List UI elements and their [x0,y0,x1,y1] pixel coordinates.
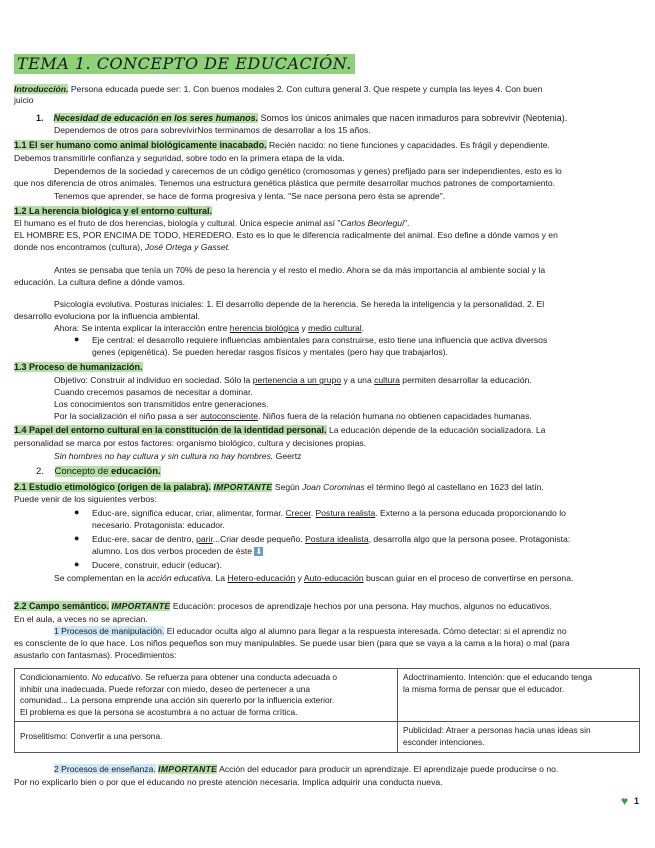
section-1-3-line1-c: permiten desarrollar la educación. [399,375,532,385]
section-1-3-line4-b: . Niños fuera de la relación humana no obtienen capacidades humanas. [258,411,532,421]
bullet1-c: . Externo a la persona educada proporcionando lo [375,508,566,518]
heart-icon: ♥ [621,794,629,808]
section-1-2-line3-a: donde nos encontramos (cultura), [14,242,145,252]
section-1-1 [14,140,550,152]
section-1-2-line2: EL HOMBRE ES, POR ENCIMA DE TODO, HEREDERO. Esto es lo que le diferencia radicalmente del animal. Eso define a dónde vamos y en [14,230,558,240]
postura-idealista: Postura idealista [305,534,369,544]
section-1-line2: Dependemos de otros para sobrevivirNos terminamos de desarrollar a los 15 años. [54,125,371,135]
section-1-1-line5: Tenemos que aprender, se hace de forma progresiva y lenta. "Se nace persona pero ésta se aprende". [54,191,446,201]
section-1-number: 1. [36,113,44,123]
cell-proselitismo [15,722,398,753]
bullet2-a: Educ-ere, sacar de dentro, [92,534,197,544]
section-1-2-bullet1-line2: genes (epigenética). Se pueden heredar rasgos físicos y mentales (pero hay que trabajarlos). [92,347,448,357]
teaching-subheading: 2 Procesos de enseñanza. [54,764,156,774]
section-1-1-line2: Debemos transmitirle confianza y seguridad, sobre todo en la primera etapa de la vida. [14,153,345,163]
cell-line: inhibir una inadecuada. Puede reforzar con miedo, deseo de pertenecer a una [20,683,311,694]
table-row [15,722,640,753]
section-2-2-sub2 [54,764,558,776]
teaching-text: Acción del educador para producir un aprendizaje. El aprendizaje puede producirse o no. [217,764,559,774]
crecer: Crecer [285,508,311,518]
cell-condicionamiento [15,669,398,722]
section-2-2-heading: 2.2 Campo semántico. [14,601,110,611]
section-1-3-line4-a: Por la socialización el niño pasa a ser [54,411,201,421]
cell-line: comunidad... La persona emprende una acción sin quererlo por la influencia exterior. [20,695,335,705]
author-corominas: Joan Corominas [302,482,365,492]
cell-text: . Se refuerza para obtener una conducta adecuada o [140,672,338,682]
procedures-table [14,668,640,753]
section-1-2-line5: educación. La cultura define a dónde vamos. [14,277,186,287]
line3-b: . La [210,573,228,583]
section-2-1-line3 [54,573,573,585]
line3-a: Se complementan en la [54,573,147,583]
section-1-2-line8-b: y [299,323,309,333]
section-1-4-line2: personalidad se marca por estos factores: organismo biológico, cultura y decisiones propias. [14,438,367,448]
section-1-2-bullet1: Eje central: el desarrollo requiere influencias ambientales para construirse, esto tiene una influencia que activa diversos [92,335,548,345]
section-1-1-line4: que nos diferencia de otros animales. Tenemos una estructura genética plástica que permite desarrollar muchos patrones de comportamiento. [14,178,556,188]
intro-paragraph [14,84,542,96]
intro-text: Persona educada puede ser: 1. Con buenos modales 2. Con cultura general 3. Que respete y cumpla las leyes 4. Con buen [68,84,543,94]
auto-educacion: Auto-educación [303,573,364,583]
section-2-1-bullet1-line2: necesario. Protagonista: educador. [92,520,225,530]
bullet-icon: ● [74,533,80,543]
herencia-biologica: herencia biológica [229,323,300,333]
section-2-1-bullet2-line2 [92,546,263,558]
bullet2-b: ...Criar desde pequeño. [212,534,306,544]
important-badge: IMPORTANTE [158,764,218,774]
section-1-3-heading-text: 1.3 Proceso de humanización. [14,362,143,372]
section-2-1-bullet2 [92,534,570,546]
section-1-2-heading [14,206,212,218]
section-1-4-text: La educación depende de la educación socializadora. La [326,425,546,435]
section-1-3-line1-b: y a una [341,375,375,385]
section-2-number: 2. [36,466,44,477]
author-beorlegui: Carlos Beorlegui [340,218,404,228]
intro-line2: juicio [14,95,34,105]
author-ortega: José Ortega y Gasset. [144,242,231,252]
cell-text-italic: No educativo [91,672,141,682]
bullet-icon: ● [74,334,80,344]
cell-line: la misma forma de pensar que el educador. [403,683,565,694]
section-1-3-line1 [54,375,532,387]
section-2-2-line3 [54,626,567,638]
cultura-underlined: cultura [374,375,400,385]
cell-publicidad [398,722,640,753]
parir: parir [196,534,213,544]
section-1-2-line3 [14,242,230,254]
line3-d: buscan guiar en el proceso de convertirse en persona. [363,573,574,583]
cell-adoctrinamiento [398,669,640,722]
section-1-heading: Necesidad de educación en los seres humanos. [53,113,259,123]
line3-c: y [295,573,304,583]
bullet-icon: ● [74,507,80,517]
section-1-2-line8 [54,323,364,335]
section-2-1-bullet1 [92,508,566,520]
section-1-2-heading-text: 1.2 La herencia biológica y el entorno cultural. [14,206,213,216]
section-2-1-bullet3: Ducere, construir, educir (educar). [92,560,222,570]
section-1-2-line1 [14,218,409,230]
autoconsciente: autoconsciente [200,411,258,421]
page-number: 1 [634,796,640,806]
cell-line: Publicidad: Atraer a personas hacia unas ideas sin [403,725,591,735]
section-1-2-line7: desarrollo evoluciona por la influencia ambiental. [14,311,200,321]
section-2-heading-bold: educación. [111,466,161,477]
arrow-down-icon: ⬇ [255,547,263,556]
section-2-heading [55,466,161,477]
section-2-2-line2: En el aula, a veces no se aprecian. [14,614,148,624]
section-2 [36,466,161,478]
section-1-2-line4: Antes se pensaba que tenía un 70% de peso la herencia y el resto el medio. Ahora se da más importancia al ambiente social y la [54,265,546,275]
section-1-3-line4 [54,411,532,423]
section-2-2-line4: es consciente de lo que hace. Los niños pequeños son muy manipulables. Se puede usar bien (para que se vaya a la cama a la hora) o mal (para [14,638,570,648]
bullet2-c: , desarrolla algo que la persona posee. Protagonista: [368,534,571,544]
section-1-4-heading: 1.4 Papel del entorno cultural en la constitución de la identidad personal. [14,425,327,435]
important-badge: IMPORTANTE [111,601,171,611]
bullet2-d: alumno. Los dos verbos proceden de éste [92,546,255,556]
manipulation-subheading: 1 Procesos de manipulación. [54,626,165,636]
bullet1-a: Educ-are, significa educar, criar, alimentar, formar. [92,508,286,518]
section-2-1-heading: 2.1 Estudio etimológico (origen de la palabra). [14,482,212,492]
section-2-1 [14,482,544,494]
geertz-quote: Sin hombres no hay cultura y sin cultura no hay hombres. [54,451,274,461]
section-1-1-line3: Dependemos de la sociedad y carecemos de un código genético (cromosomas y genes) prefijado para ser independientes, esto es lo [54,166,562,176]
cell-line: esconder intenciones. [403,736,485,747]
table-row [15,669,640,722]
pertenencia-grupo: pertenencia a un grupo [252,375,342,385]
section-2-2-text: Educación: procesos de aprendizaje hechos por una persona. Hay muchos, algunos no educativos. [170,601,552,611]
cell-text: Proselitismo: Convertir a una persona. [20,731,163,742]
page-title: TEMA 1. CONCEPTO DE EDUCACIÓN. [14,54,355,74]
section-1-1-heading: 1.1 El ser humano como animal biológicamente inacabado. [14,140,267,150]
accion-educativa: acción educativa [146,573,211,583]
section-1-3-line3: Los conocimientos son transmitidos entre generaciones. [54,399,269,409]
section-1 [36,113,567,125]
section-2-2-line5: asustarlo con fantasmas). Procedimientos: [14,650,177,660]
bullet1-b: . [310,508,316,518]
cell-line: Adoctrinamiento. Intención: que el educando tenga [403,672,593,682]
section-2-2 [14,601,552,613]
section-2-1-line2: Puede venir de los siguientes verbos: [14,494,157,504]
manipulation-text: El educador oculta algo al alumno para llegar a la respuesta interesada. Cómo detectar: si el aprendiz no [164,626,567,636]
section-1-4-line3 [54,451,301,463]
section-1-text: Somos los únicos animales que nacen inmaduros para sobrevivir (Neotenia). [258,113,568,123]
section-2-1-text-a: Según [272,482,303,492]
section-1-2-line8-a: Ahora: Se intenta explicar la interacción entre [54,323,230,333]
hetero-educacion: Hetero-educación [227,573,296,583]
section-1-2-line1-b: ". [403,218,410,228]
geertz-author: Geertz [273,451,302,461]
section-1-2-line8-c: . [361,323,365,333]
section-1-2-line6: Psicología evolutiva. Posturas iniciales: 1. El desarrollo depende de la herencia. Se hereda la inteligencia y la personalidad. 2. El [54,299,545,309]
cell-text: Condicionamiento. [20,672,92,682]
section-1-4 [14,425,545,437]
section-1-3-line1-a: Objetivo: Construir al individuo en sociedad. Sólo la [54,375,253,385]
section-1-3-heading [14,362,143,374]
postura-realista: Postura realista [315,508,376,518]
section-1-1-text: Recién nacido: no tiene funciones y capacidades. Es frágil y dependiente. [266,140,550,150]
section-1-2-line1-a: El humano es el fruto de dos herencias, biología y cultural. Única especie animal así " [14,218,341,228]
intro-label: Introducción. [14,84,69,94]
cell-line [20,672,392,684]
section-1-3-line2: Cuando crecemos pasamos de necesitar a dominar. [54,387,253,397]
section-2-2-sub2-line2: Por no explicarlo bien o por que el educando no preste atención necesaria. Implica adquirir una conducta nueva. [14,777,443,787]
medio-cultural: medio cultural [308,323,362,333]
section-2-heading-pre: Concepto de [54,466,112,477]
bullet-icon: ● [74,559,80,569]
cell-line: El problema es que la persona se acostumbra a no actuar de forma crítica. [20,706,298,717]
section-2-1-text-b: el término llegó al castellano en 1623 del latín. [364,482,544,492]
important-badge: IMPORTANTE [213,482,273,492]
